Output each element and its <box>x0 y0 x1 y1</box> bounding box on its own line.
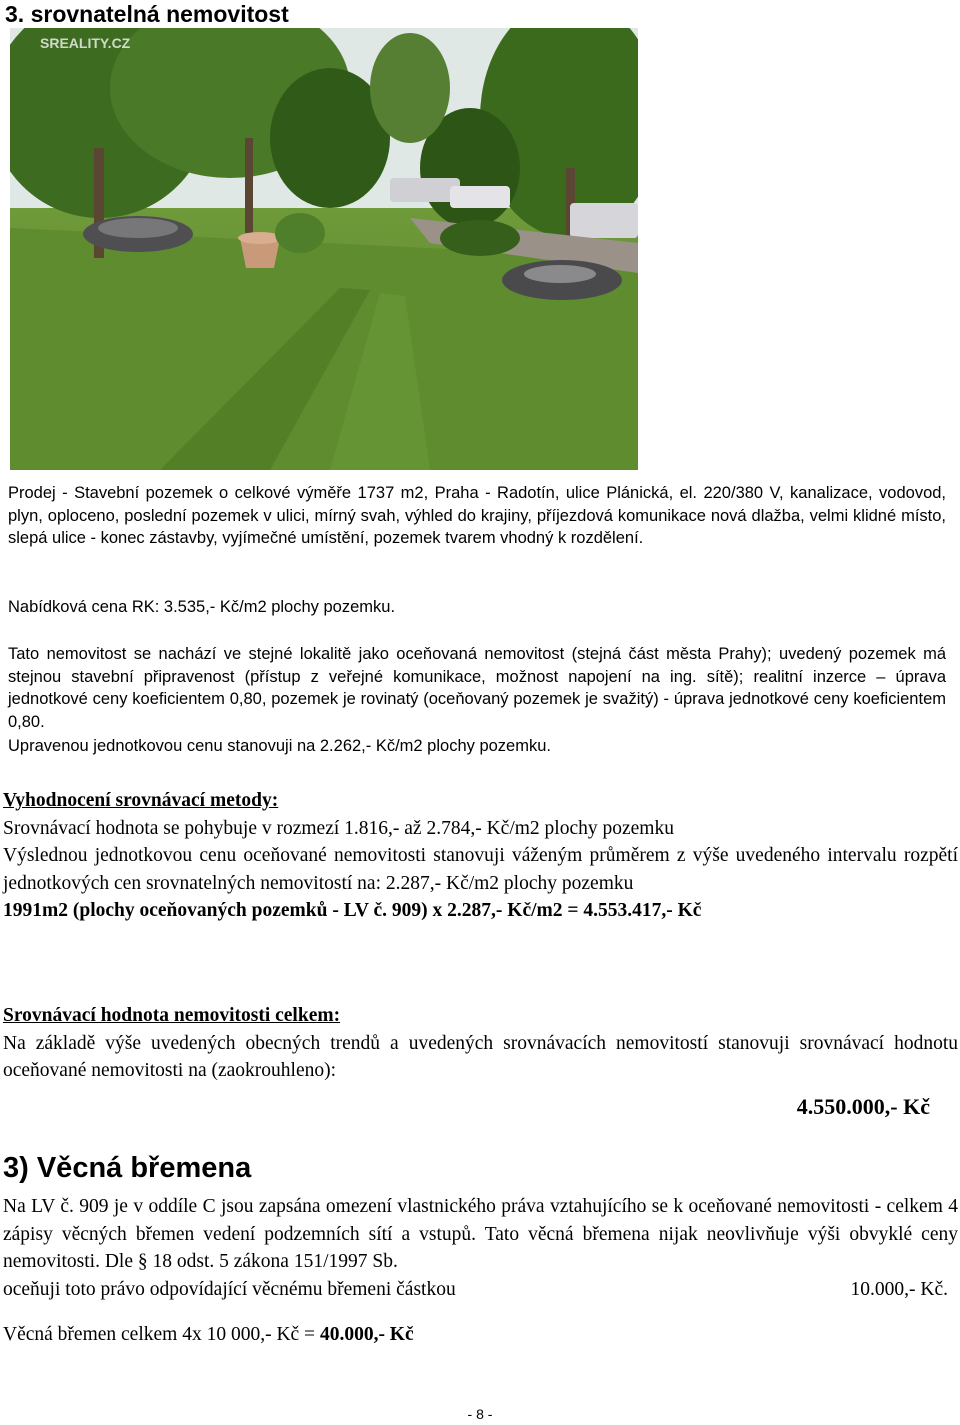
listing-description: Prodej - Stavební pozemek o celkové výměře 1737 m2, Praha - Radotín, ulice Plánická, el. 220/380 V, kanalizace, vodovod, plyn, oploceno, poslední pozemek v ulici, mírný svah, výhled do krajiny, příjezdová komunikace nová dlažba, velmi klidné místo, slepá ulice - konec zástavby, vyjímečné umístění, pozemek tvarem vhodný k rozdělení. <box>8 484 946 547</box>
page-number: - 8 - <box>467 1406 493 1422</box>
section-title: 3. srovnatelná nemovitost <box>5 1 289 27</box>
evaluation-result: Výslednou jednotkovou cenu oceňované nemovitosti stanovuji váženým průměrem z výše uvedeného intervalu rozpětí jednotkových cen srovnatelných nemovitostí na: 2.287,- Kč/m2 plochy pozemku <box>3 845 958 894</box>
evaluation-range: Srovnávací hodnota se pohybuje v rozmezí 1.816,- až 2.784,- Kč/m2 plochy pozemku <box>3 817 674 839</box>
garden-plot-photo <box>10 28 638 470</box>
easements-summary-label: Věcná břemen celkem 4x 10 000,- Kč = <box>3 1324 320 1345</box>
adjusted-price: Upravenou jednotkovou cenu stanovuji na 2.262,- Kč/m2 plochy pozemku. <box>8 737 551 755</box>
total-value: 4.550.000,- Kč <box>796 1094 930 1119</box>
watermark: SREALITY.CZ <box>40 35 131 51</box>
easements-amount-line <box>3 1276 958 1304</box>
easements-amount-label: oceňuji toto právo odpovídající věcnému břemeni částkou <box>3 1278 456 1300</box>
evaluation-calculation: 1991m2 (plochy oceňovaných pozemků - LV č. 909) x 2.287,- Kč/m2 = 4.553.417,- Kč <box>3 900 702 921</box>
offer-price: Nabídková cena RK: 3.535,- Kč/m2 plochy pozemku. <box>8 598 396 616</box>
easements-heading: 3) Věcná břemena <box>3 1152 252 1184</box>
comparison-text: Tato nemovitost se nachází ve stejné lokalitě jako oceňovaná nemovitost (stejná část města Prahy); uvedený pozemek má stejnou stavební připravenost (přístup z veřejné komunikace, možnost napojení na ing. sítě); realitní inzerce – úprava jednotkové ceny koeficientem 0,80, pozemek je rovinatý (oceňovaný pozemek je svažitý) - úprava jednotkové ceny koeficientem 0,80. <box>8 645 946 731</box>
easements-summary-value: 40.000,- Kč <box>319 1324 414 1345</box>
total-text: Na základě výše uvedených obecných trendů a uvedených srovnávacích nemovitostí stanovuji srovnávací hodnotu oceňované nemovitosti na (zaokrouhleno): <box>3 1032 958 1081</box>
easements-text: Na LV č. 909 je v oddíle C jsou zapsána omezení vlastnického práva vztahujícího se k oceňované nemovitosti - celkem 4 zápisy věcných břemen vedení podzemních sítí a vstupů. Tato věcná břemena nijak neovlivňuje výši obvyklé ceny nemovitosti. Dle § 18 odst. 5 zákona 151/1997 Sb. <box>3 1196 958 1272</box>
evaluation-heading: Vyhodnocení srovnávací metody: <box>3 790 279 811</box>
total-heading: Srovnávací hodnota nemovitosti celkem: <box>3 1005 341 1026</box>
easements-amount: 10.000,- Kč. <box>850 1278 948 1300</box>
